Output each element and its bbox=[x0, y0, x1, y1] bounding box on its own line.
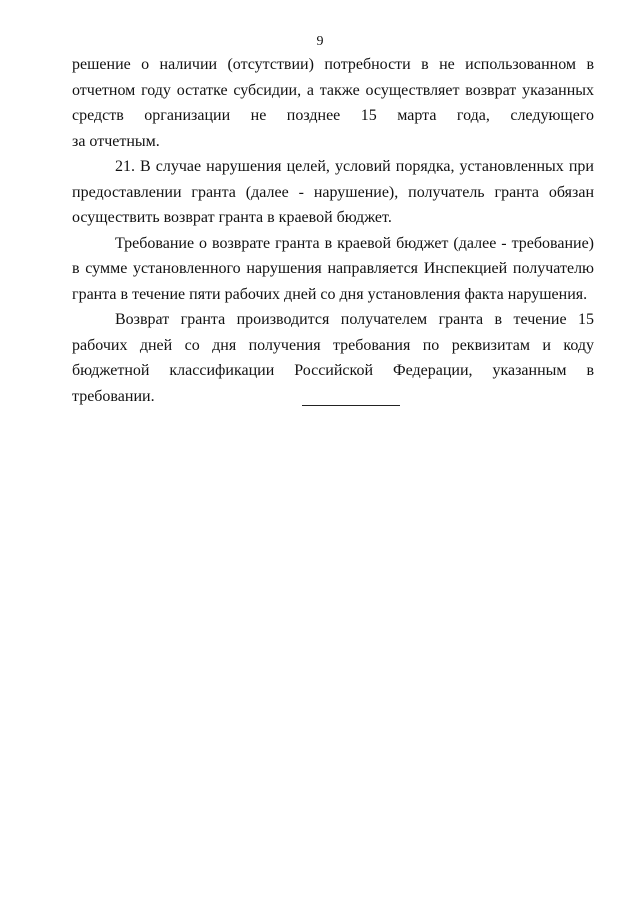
end-separator-line bbox=[302, 405, 400, 406]
text-line: средств организации не позднее 15 марта года, следующего bbox=[72, 107, 594, 124]
paragraph-clause-21: 21. В случае нарушения целей, условий порядка, установленных при предоставлении гранта (далее - нарушение), получатель гранта обязан осуществить возврат гранта в краевой бюджет. bbox=[72, 158, 594, 226]
text-line: за отчетным. bbox=[72, 132, 160, 150]
document-body bbox=[72, 52, 594, 409]
paragraph-return-requirement: Требование о возврате гранта в краевой бюджет (далее - требование) в сумме установленного нарушения направляется Инспекцией получателю гранта в течение пяти рабочих дней со дня установления факта нарушения. bbox=[72, 234, 594, 303]
paragraph-continuation bbox=[72, 52, 594, 154]
paragraph-return-procedure: Возврат гранта производится получателем гранта в течение 15 рабочих дней со дня получения требования по реквизитам и коду бюджетной классификации Российской Федерации, указанным в требовании. bbox=[72, 311, 594, 405]
text-line: отчетном году остатке субсидии, а также осуществляет возврат указанных bbox=[72, 81, 594, 99]
page-number: 9 bbox=[316, 34, 324, 49]
text-line: решение о наличии (отсутствии) потребности в не использованном в bbox=[72, 56, 594, 73]
